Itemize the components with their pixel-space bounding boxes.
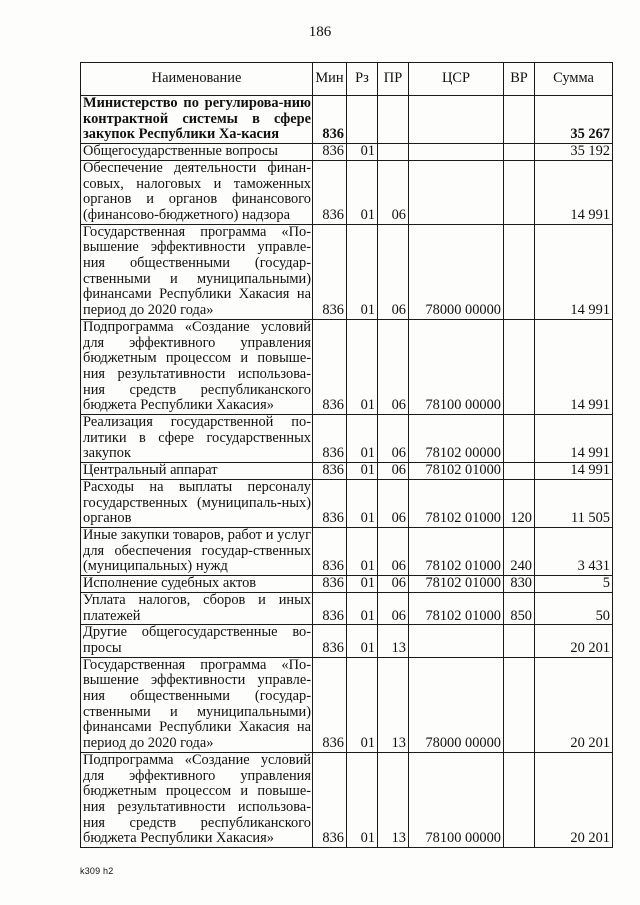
cell-name: Реализация государственной по-литики в сфере государственных закупок bbox=[81, 415, 313, 463]
cell-pr: 06 bbox=[378, 415, 409, 463]
cell-csr: 78102 01000 bbox=[409, 479, 504, 527]
cell-vr bbox=[504, 625, 535, 657]
cell-name: Подпрограмма «Создание условий для эффективного управления бюджетным процессом и повыше-ния результативности использова-ния средств республиканского бюджета Республики Хакасия» bbox=[81, 752, 313, 847]
cell-csr bbox=[409, 160, 504, 224]
cell-sum: 11 505 bbox=[535, 479, 613, 527]
cell-vr bbox=[504, 319, 535, 414]
cell-sum: 5 bbox=[535, 576, 613, 593]
cell-vr bbox=[504, 415, 535, 463]
cell-pr: 13 bbox=[378, 625, 409, 657]
cell-sum: 20 201 bbox=[535, 752, 613, 847]
cell-vr bbox=[504, 657, 535, 752]
header-rz: Рз bbox=[347, 63, 378, 96]
cell-name: Общегосударственные вопросы bbox=[81, 144, 313, 161]
cell-csr bbox=[409, 625, 504, 657]
cell-vr bbox=[504, 96, 535, 144]
table-row bbox=[81, 527, 613, 575]
cell-name: Исполнение судебных актов bbox=[81, 576, 313, 593]
cell-vr bbox=[504, 752, 535, 847]
cell-pr: 06 bbox=[378, 160, 409, 224]
cell-name: Министерство по регулирова-нию контрактной системы в сфере закупок Республики Ха-касия bbox=[81, 96, 313, 144]
table-row bbox=[81, 463, 613, 480]
cell-vr bbox=[504, 160, 535, 224]
cell-name: Обеспечение деятельности финан-совых, налоговых и таможенных органов и органов финансового (финансово-бюджетного) надзора bbox=[81, 160, 313, 224]
cell-csr bbox=[409, 96, 504, 144]
table-row bbox=[81, 319, 613, 414]
cell-vr: 240 bbox=[504, 527, 535, 575]
cell-sum: 20 201 bbox=[535, 625, 613, 657]
cell-sum: 35 192 bbox=[535, 144, 613, 161]
cell-name: Центральный аппарат bbox=[81, 463, 313, 480]
budget-table bbox=[80, 62, 613, 848]
cell-vr: 120 bbox=[504, 479, 535, 527]
cell-csr: 78000 00000 bbox=[409, 657, 504, 752]
cell-name: Расходы на выплаты персоналу государственных (муниципаль-ных) органов bbox=[81, 479, 313, 527]
header-vr: ВР bbox=[504, 63, 535, 96]
cell-csr: 78000 00000 bbox=[409, 224, 504, 319]
cell-name: Уплата налогов, сборов и иных платежей bbox=[81, 592, 313, 624]
cell-sum: 20 201 bbox=[535, 657, 613, 752]
cell-name: Государственная программа «По-вышение эффективности управле-ния общественными (государ-ственными и муниципальными) финансами Республики Хакасия на период до 2020 года» bbox=[81, 224, 313, 319]
cell-rz bbox=[347, 96, 378, 144]
cell-min: 836 bbox=[313, 592, 347, 624]
cell-sum: 14 991 bbox=[535, 160, 613, 224]
cell-rz: 01 bbox=[347, 144, 378, 161]
cell-vr: 830 bbox=[504, 576, 535, 593]
cell-sum: 14 991 bbox=[535, 319, 613, 414]
cell-sum: 50 bbox=[535, 592, 613, 624]
cell-min: 836 bbox=[313, 657, 347, 752]
cell-rz: 01 bbox=[347, 527, 378, 575]
cell-rz: 01 bbox=[347, 415, 378, 463]
cell-rz: 01 bbox=[347, 463, 378, 480]
cell-rz: 01 bbox=[347, 319, 378, 414]
cell-sum: 14 991 bbox=[535, 224, 613, 319]
cell-csr: 78102 01000 bbox=[409, 463, 504, 480]
page-number: 186 bbox=[308, 24, 332, 40]
cell-min: 836 bbox=[313, 160, 347, 224]
cell-rz: 01 bbox=[347, 592, 378, 624]
cell-csr: 78100 00000 bbox=[409, 319, 504, 414]
cell-min: 836 bbox=[313, 319, 347, 414]
cell-csr: 78102 01000 bbox=[409, 527, 504, 575]
cell-min: 836 bbox=[313, 527, 347, 575]
cell-pr: 13 bbox=[378, 657, 409, 752]
cell-min: 836 bbox=[313, 144, 347, 161]
table-row bbox=[81, 625, 613, 657]
cell-rz: 01 bbox=[347, 224, 378, 319]
cell-min: 836 bbox=[313, 224, 347, 319]
cell-pr: 06 bbox=[378, 527, 409, 575]
cell-sum: 3 431 bbox=[535, 527, 613, 575]
table-header-row bbox=[81, 63, 613, 96]
cell-rz: 01 bbox=[347, 657, 378, 752]
cell-csr: 78100 00000 bbox=[409, 752, 504, 847]
cell-pr bbox=[378, 144, 409, 161]
cell-pr: 06 bbox=[378, 224, 409, 319]
cell-min: 836 bbox=[313, 463, 347, 480]
table-row bbox=[81, 144, 613, 161]
table-row bbox=[81, 752, 613, 847]
footer-code: k309 h2 bbox=[80, 866, 114, 876]
cell-min: 836 bbox=[313, 625, 347, 657]
cell-pr: 06 bbox=[378, 319, 409, 414]
cell-pr bbox=[378, 96, 409, 144]
table-body bbox=[81, 96, 613, 848]
cell-name: Подпрограмма «Создание условий для эффективного управления бюджетным процессом и повыше-ния результативности использова-ния средств республиканского бюджета Республики Хакасия» bbox=[81, 319, 313, 414]
cell-vr: 850 bbox=[504, 592, 535, 624]
cell-min: 836 bbox=[313, 479, 347, 527]
cell-min: 836 bbox=[313, 96, 347, 144]
header-csr: ЦСР bbox=[409, 63, 504, 96]
header-pr: ПР bbox=[378, 63, 409, 96]
cell-vr bbox=[504, 463, 535, 480]
table-row bbox=[81, 592, 613, 624]
cell-vr bbox=[504, 144, 535, 161]
cell-rz: 01 bbox=[347, 576, 378, 593]
cell-sum: 14 991 bbox=[535, 463, 613, 480]
table-row bbox=[81, 576, 613, 593]
cell-min: 836 bbox=[313, 415, 347, 463]
cell-csr: 78102 00000 bbox=[409, 415, 504, 463]
cell-rz: 01 bbox=[347, 625, 378, 657]
cell-pr: 13 bbox=[378, 752, 409, 847]
cell-vr bbox=[504, 224, 535, 319]
cell-csr: 78102 01000 bbox=[409, 592, 504, 624]
table-row bbox=[81, 657, 613, 752]
cell-min: 836 bbox=[313, 576, 347, 593]
cell-rz: 01 bbox=[347, 479, 378, 527]
table-row bbox=[81, 96, 613, 144]
cell-pr: 06 bbox=[378, 592, 409, 624]
cell-pr: 06 bbox=[378, 463, 409, 480]
cell-name: Государственная программа «По-вышение эффективности управле-ния общественными (государ-ственными и муниципальными) финансами Республики Хакасия на период до 2020 года» bbox=[81, 657, 313, 752]
header-name: Наименование bbox=[81, 63, 313, 96]
table-row bbox=[81, 224, 613, 319]
cell-rz: 01 bbox=[347, 160, 378, 224]
cell-sum: 35 267 bbox=[535, 96, 613, 144]
table-row bbox=[81, 160, 613, 224]
cell-pr: 06 bbox=[378, 576, 409, 593]
table-row bbox=[81, 415, 613, 463]
cell-name: Другие общегосударственные во-просы bbox=[81, 625, 313, 657]
cell-name: Иные закупки товаров, работ и услуг для обеспечения государ-ственных (муниципальных) нужд bbox=[81, 527, 313, 575]
cell-rz: 01 bbox=[347, 752, 378, 847]
cell-csr: 78102 01000 bbox=[409, 576, 504, 593]
cell-csr bbox=[409, 144, 504, 161]
table-row bbox=[81, 479, 613, 527]
header-sum: Сумма bbox=[535, 63, 613, 96]
cell-sum: 14 991 bbox=[535, 415, 613, 463]
cell-pr: 06 bbox=[378, 479, 409, 527]
cell-min: 836 bbox=[313, 752, 347, 847]
header-min: Мин bbox=[313, 63, 347, 96]
